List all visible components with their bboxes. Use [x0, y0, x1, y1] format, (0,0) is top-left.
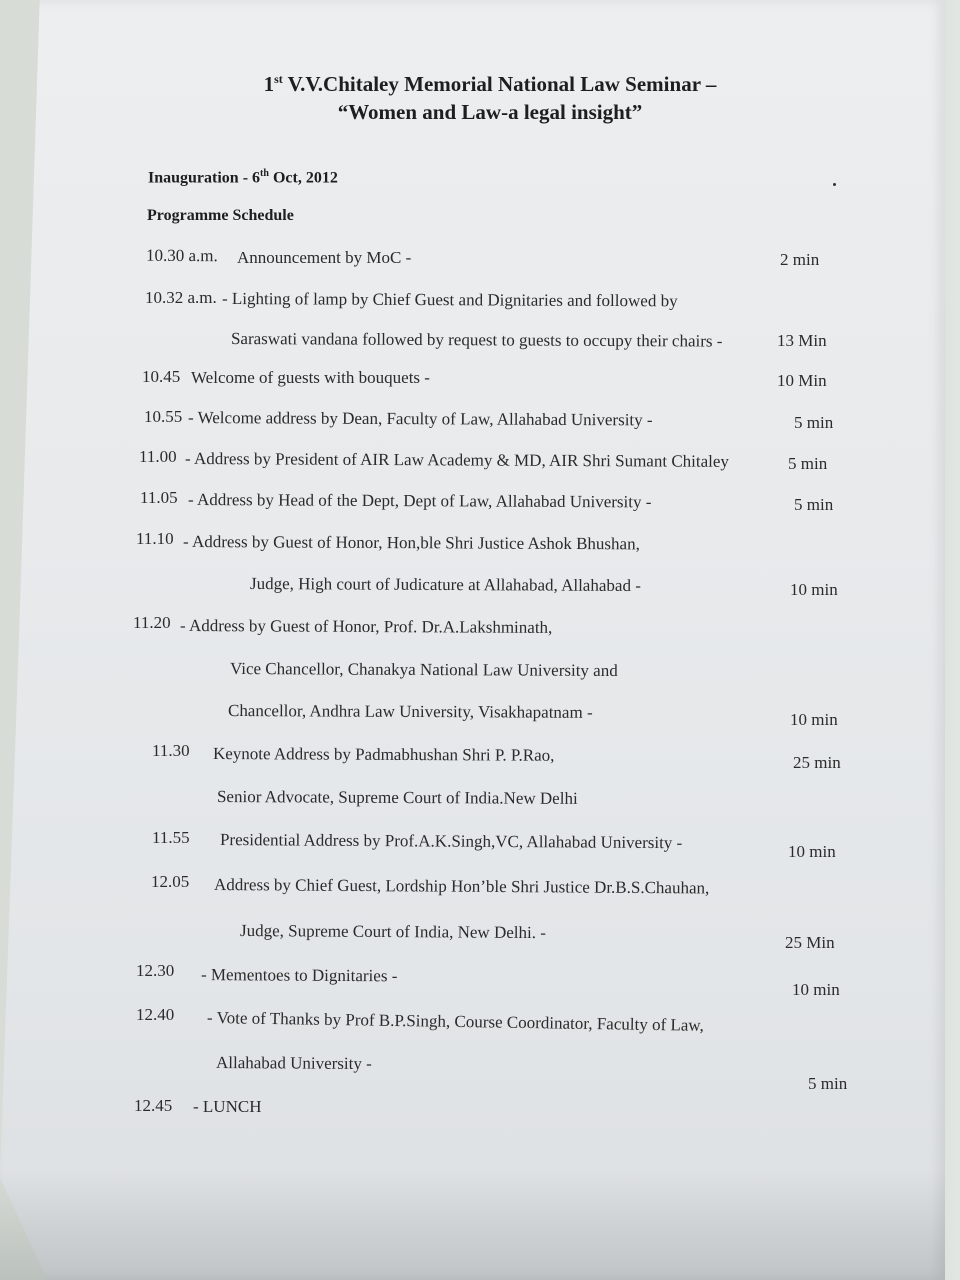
inauguration-line [148, 168, 338, 187]
inauguration-dash: - 6 [238, 169, 261, 187]
title-line-1 [0, 72, 960, 97]
schedule-time: 12.45 [134, 1096, 173, 1115]
schedule-text: Allahabad University - [215, 1053, 372, 1074]
schedule-time: 12.30 [136, 961, 175, 980]
schedule-text: - Mementoes to Dignitaries - [200, 965, 398, 986]
schedule-text: - Vote of Thanks by Prof B.P.Singh, Course Coordinator, Faculty of Law, [206, 1008, 704, 1035]
schedule-text: Judge, Supreme Court of India, New Delhi. - [239, 921, 546, 943]
schedule-heading: Programme Schedule [147, 207, 294, 224]
schedule-text: Judge, High court of Judicature at Allahabad, Allahabad - [249, 574, 641, 596]
schedule-text: - Address by President of AIR Law Academy & MD, AIR Shri Sumant Chitaley [184, 449, 729, 471]
title-text: V.V.Chitaley Memorial National Law Seminar – [282, 72, 717, 96]
schedule-text: Announcement by MoC - [237, 248, 412, 267]
schedule-duration: 5 min [808, 1074, 848, 1093]
schedule-time: 12.05 [151, 872, 190, 891]
schedule-text: - Welcome address by Dean, Faculty of Law, Allahabad University - [187, 408, 653, 430]
inauguration-date: Oct, 2012 [268, 169, 338, 187]
schedule-text: - Address by Guest of Honor, Prof. Dr.A.Lakshminath, [179, 616, 553, 637]
schedule-time: 10.30 a.m. [145, 245, 218, 266]
schedule-text: Presidential Address by Prof.A.K.Singh,VC, Allahabad University - [219, 830, 683, 853]
schedule-time: 11.05 [140, 488, 178, 507]
schedule-text: - Lighting of lamp by Chief Guest and Dignitaries and followed by [221, 289, 678, 311]
paper-shadow [0, 1170, 945, 1280]
schedule-text: Senior Advocate, Supreme Court of India.New Delhi [216, 787, 578, 808]
schedule-duration: 10 min [790, 710, 838, 729]
schedule-duration: 13 Min [777, 331, 827, 350]
paper-speck [833, 183, 836, 186]
title-line-2: “Women and Law-a legal insight” [337, 100, 643, 124]
schedule-text: Vice Chancellor, Chanakya National Law University and [229, 659, 618, 681]
inauguration-date-suffix: th [260, 168, 269, 179]
schedule-text: - LUNCH [193, 1097, 262, 1116]
schedule-duration: 10 min [788, 842, 836, 861]
schedule-text: Keynote Address by Padmabhushan Shri P. P.Rao, [212, 744, 555, 765]
schedule-time: 11.10 [136, 529, 174, 548]
schedule-time: 11.30 [152, 741, 190, 760]
schedule-duration: 5 min [788, 454, 828, 473]
schedule-duration: 10 Min [777, 371, 827, 390]
schedule-text: Address by Chief Guest, Lordship Hon’ble Shri Justice Dr.B.S.Chauhan, [213, 875, 710, 898]
schedule-time: 11.20 [133, 613, 171, 632]
schedule-duration: 25 min [793, 753, 841, 772]
schedule-time: 11.55 [152, 828, 190, 847]
schedule-text: - Address by Guest of Honor, Hon,ble Shri Justice Ashok Bhushan, [182, 532, 640, 554]
schedule-time: 10.32 a.m. [145, 288, 217, 307]
schedule-time: 11.00 [139, 447, 177, 466]
schedule-text: Chancellor, Andhra Law University, Visakhapatnam - [227, 701, 593, 722]
title-ordinal-suffix: st [274, 72, 283, 86]
schedule-text: Saraswati vandana followed by request to guests to occupy their chairs - [230, 329, 723, 351]
schedule-duration: 10 min [792, 980, 840, 999]
title-ordinal: 1 [263, 72, 275, 96]
schedule-time: 10.55 [144, 407, 183, 426]
schedule-duration: 10 min [790, 580, 838, 599]
schedule-time: 12.40 [136, 1005, 175, 1024]
schedule-text: Welcome of guests with bouquets - [191, 368, 430, 387]
schedule-duration: 25 Min [785, 933, 835, 952]
inauguration-label: Inauguration [148, 169, 239, 187]
schedule-time: 10.45 [142, 367, 181, 386]
schedule-duration: 5 min [794, 495, 834, 514]
schedule-text: - Address by Head of the Dept, Dept of Law, Allahabad University - [187, 490, 652, 512]
schedule-duration: 5 min [794, 413, 834, 432]
schedule-duration: 2 min [780, 250, 820, 269]
